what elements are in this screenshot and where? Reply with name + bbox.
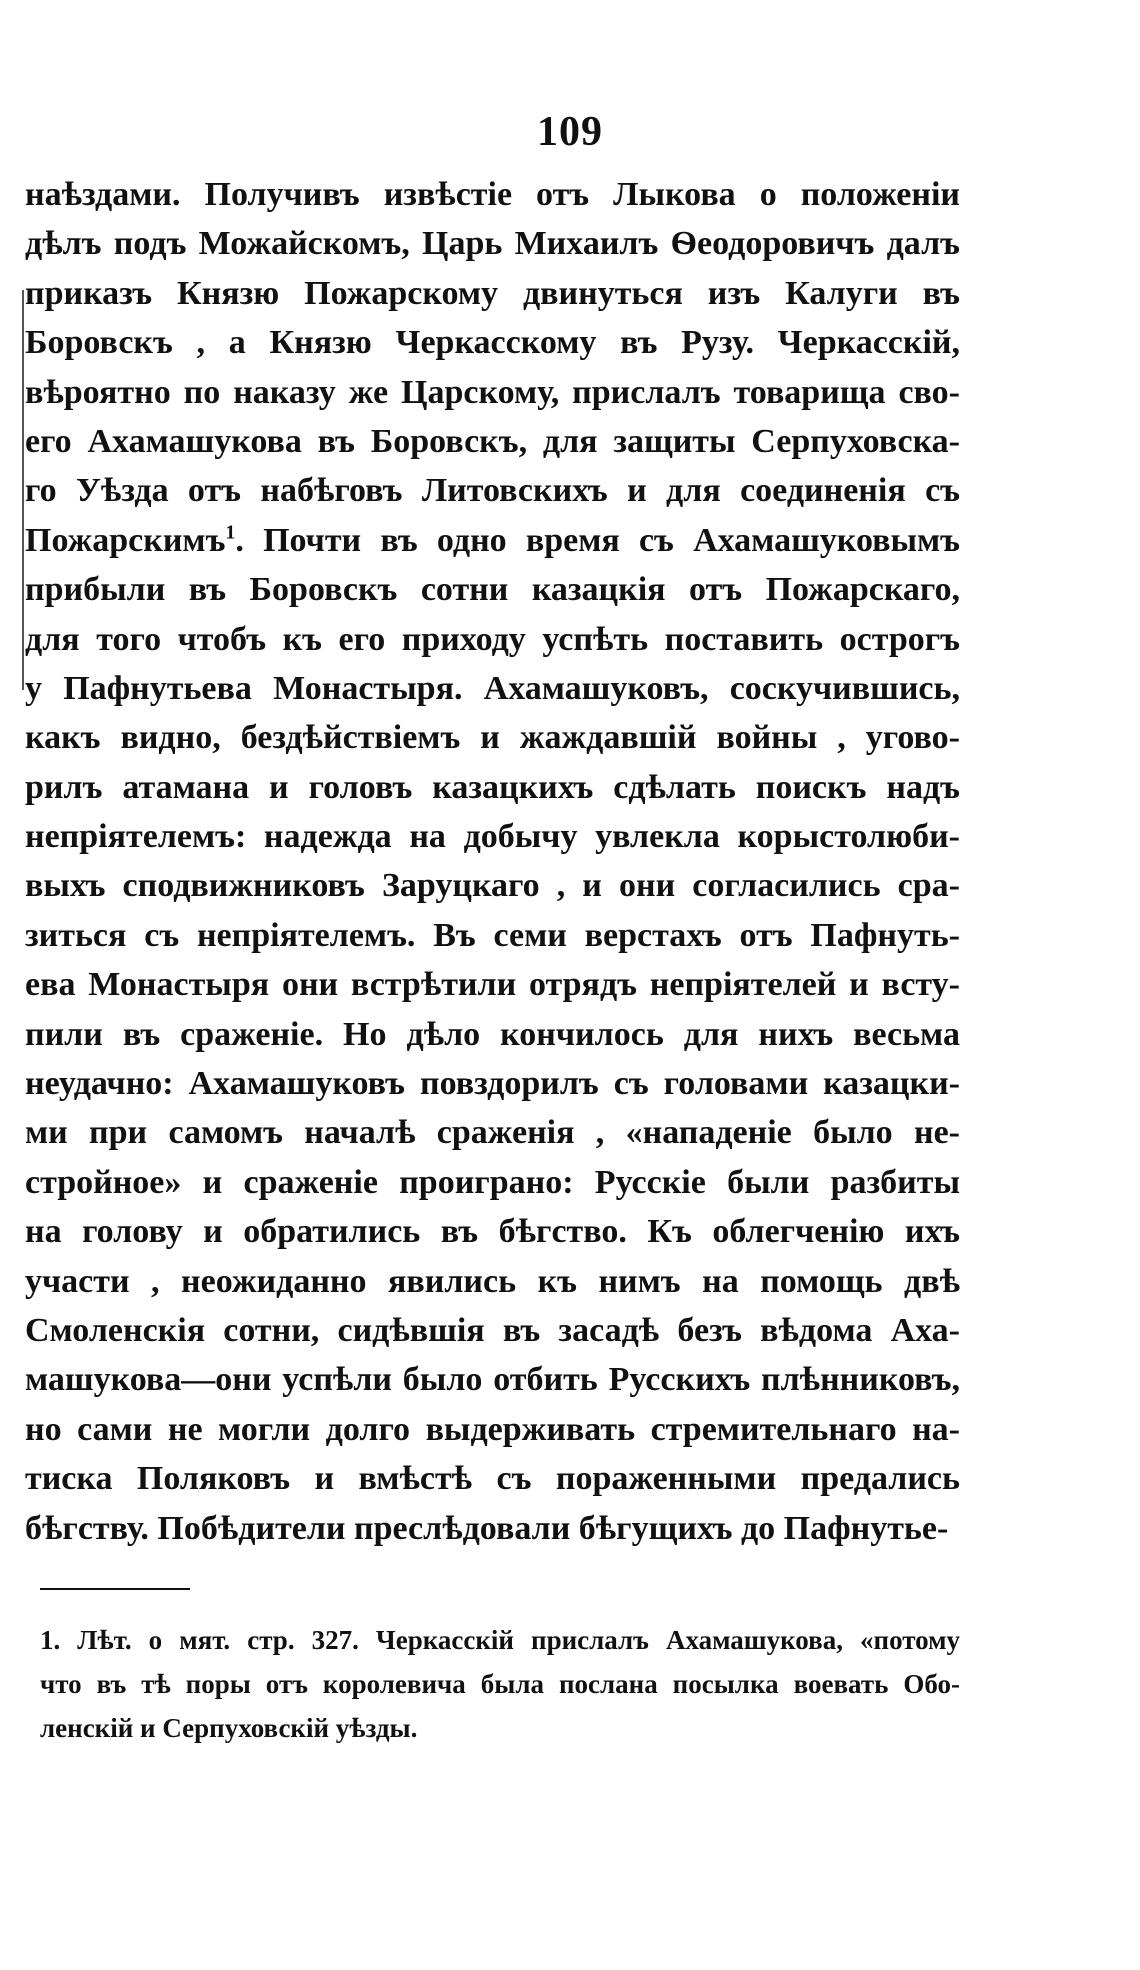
footnote-line: ленскій и Серпуховскій уѣзды.: [40, 1713, 418, 1743]
text-line: ева Монастыря они встрѣтили отрядъ непріятелей и всту-: [25, 966, 960, 1004]
footnote-line: 1. Лѣт. о мят. стр. 327. Черкасскій прислалъ Ахамашукова, «потому: [40, 1625, 960, 1655]
text-fragment: Пожарскимъ: [25, 521, 226, 559]
text-line: его Ахамашукова въ Боровскъ, для защиты Серпуховска-: [25, 422, 960, 460]
body-text: [25, 170, 960, 1553]
text-line: для того чтобъ къ его приходу успѣть поставить острогъ: [25, 620, 960, 658]
text-line: на голову и обратились въ бѣгство. Къ облегченію ихъ: [25, 1213, 960, 1251]
text-line: стройное» и сраженіе проиграно: Русскіе были разбиты: [25, 1163, 960, 1201]
text-line-with-footnote-ref: [25, 516, 960, 565]
text-line: вѣроятно по наказу же Царскому, прислалъ товарища сво-: [25, 373, 960, 411]
text-line: участи , неожиданно явились къ нимъ на помощь двѣ: [25, 1262, 960, 1300]
text-line: Боровскъ , а Князю Черкасскому въ Рузу. Черкасскій,: [25, 324, 960, 362]
text-line: рилъ атамана и головъ казацкихъ сдѣлать поискъ надъ: [25, 768, 960, 806]
text-line: Смоленскія сотни, сидѣвшія въ засадѣ безъ вѣдома Аха-: [25, 1311, 960, 1349]
text-line: наѣздами. Получивъ извѣстіе отъ Лыкова о положеніи: [25, 176, 960, 213]
text-line: какъ видно, бездѣйствіемъ и жаждавшій войны , угово-: [25, 719, 960, 757]
footnote-divider: [40, 1588, 190, 1590]
text-line: пили въ сраженіе. Но дѣло кончилось для нихъ весьма: [25, 1015, 960, 1053]
text-line: го Уѣзда отъ набѣговъ Литовскихъ и для соединенія съ: [25, 472, 960, 510]
footnotes: [40, 1618, 960, 1750]
text-line: машукова—они успѣли было отбить Русскихъ плѣнниковъ,: [25, 1361, 960, 1399]
text-line: бѣгству. Побѣдители преслѣдовали бѣгущихъ до Пафнутье-: [25, 1509, 949, 1547]
text-line: прибыли въ Боровскъ сотни казацкія отъ Пожарскаго,: [25, 571, 960, 609]
text-line: ми при самомъ началѣ сраженія , «нападеніе было не-: [25, 1114, 960, 1152]
footnote-line: что въ тѣ поры отъ королевича была послана посылка воевать Обо-: [40, 1669, 960, 1699]
text-line: но сами не могли долго выдерживать стремительнаго на-: [25, 1410, 960, 1448]
text-fragment: . Почти въ одно время съ Ахамашуковымъ: [235, 521, 960, 559]
footnote-reference: 1: [225, 521, 236, 544]
text-line: тиска Поляковъ и вмѣстѣ съ пораженными предались: [25, 1460, 960, 1498]
margin-rule: [22, 290, 24, 690]
text-line: неудачно: Ахамашуковъ повздорилъ съ головами казацки-: [25, 1065, 960, 1103]
text-line: выхъ сподвижниковъ Заруцкаго , и они согласились сра-: [25, 867, 960, 905]
text-line: у Пафнутьева Монастыря. Ахамашуковъ, соскучившись,: [25, 669, 960, 707]
page-number: 109: [537, 109, 603, 155]
text-line: зиться съ непріятелемъ. Въ семи верстахъ отъ Пафнуть-: [25, 916, 960, 954]
text-line: приказъ Князю Пожарскому двинуться изъ Калуги въ: [25, 274, 960, 312]
text-line: дѣлъ подъ Можайскомъ, Царь Михаилъ Ѳеодоровичъ далъ: [25, 225, 960, 263]
text-line: непріятелемъ: надежда на добычу увлекла корыстолюби-: [25, 818, 960, 856]
